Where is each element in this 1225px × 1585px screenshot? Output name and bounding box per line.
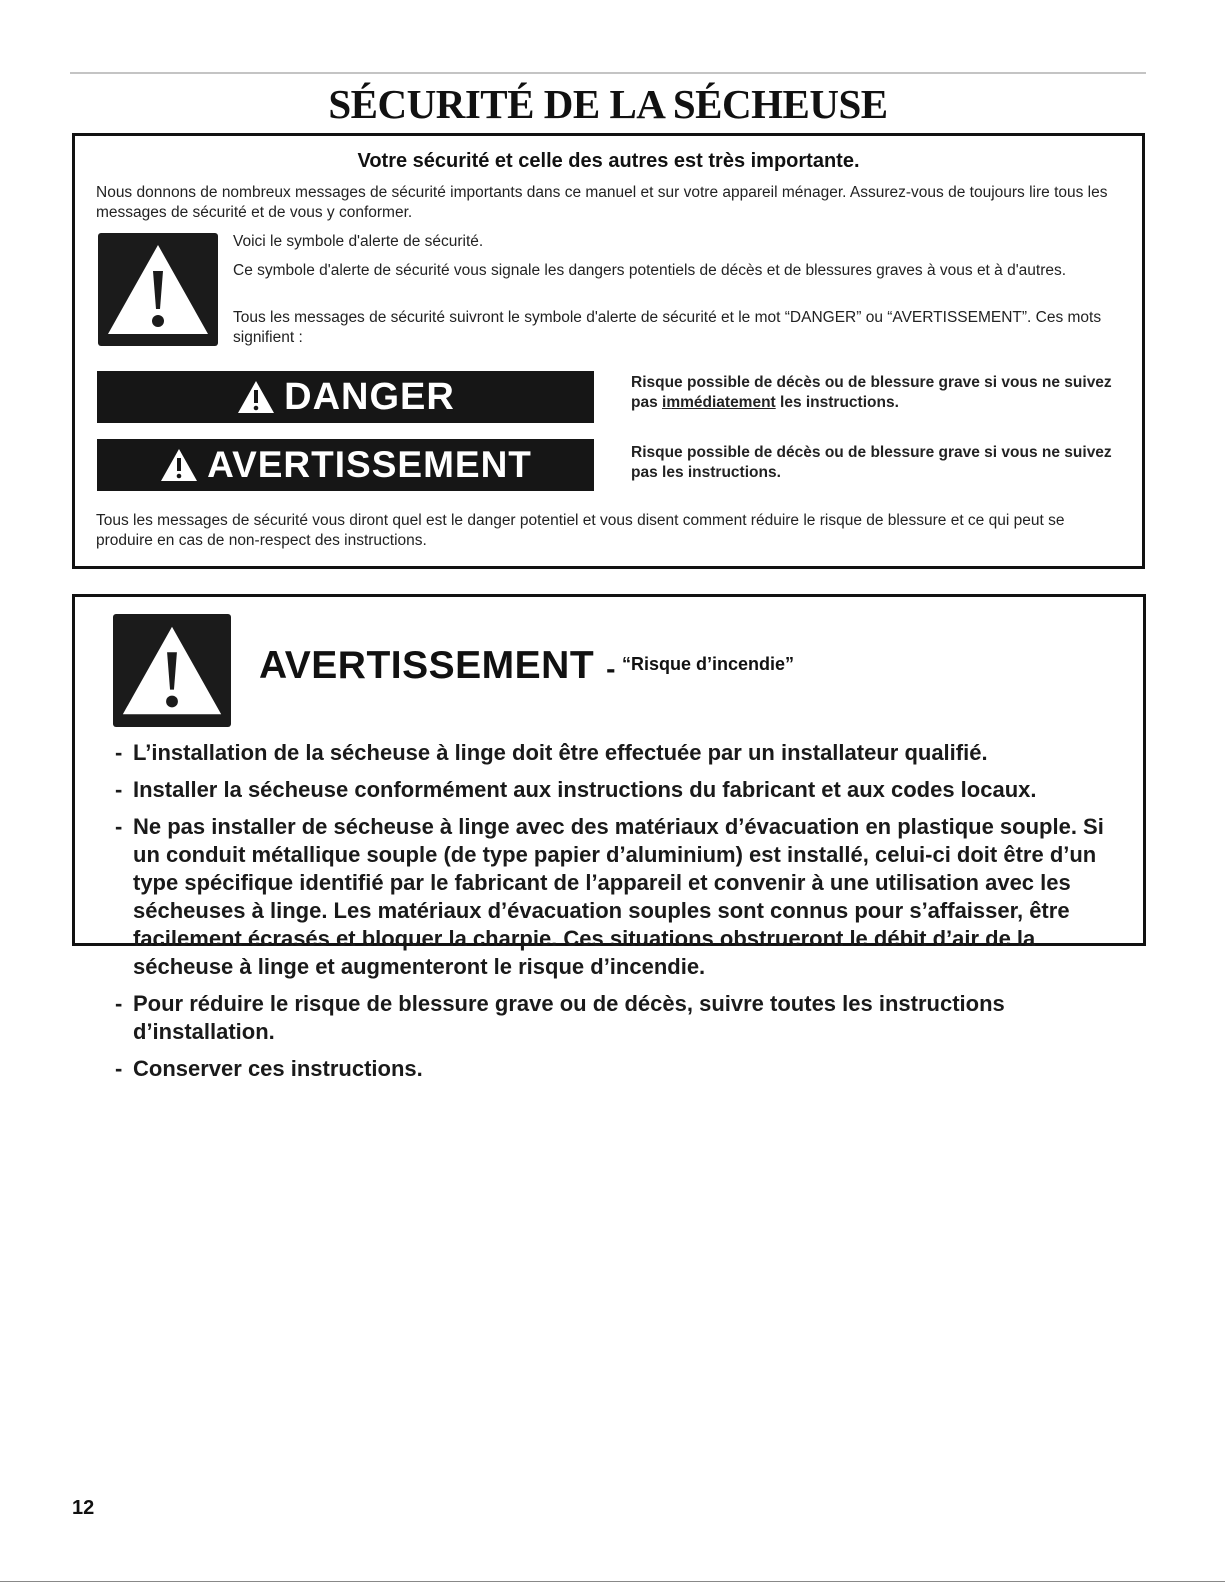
warning-definition: Risque possible de décès ou de blessure grave si vous ne suivez pas les instructions. [631, 444, 1112, 481]
warning-triangle-icon [159, 447, 199, 483]
list-item: - Conserver ces instructions. [115, 1055, 1135, 1083]
page-title: SÉCURITÉ DE LA SÉCHEUSE [328, 81, 888, 127]
danger-def-end: les instructions. [775, 394, 899, 411]
danger-def-emphasis: immédiatement [662, 394, 776, 411]
fire-warning-list [115, 739, 1135, 1092]
symbol-line-3: Tous les messages de sécurité suivront le symbole d'alerte de sécurité et le mot “DANGER” ou “AVERTISSEMENT”. Ces mots signifient : [233, 309, 1102, 346]
symbol-line-1: Voici le symbole d'alerte de sécurité. [233, 233, 484, 250]
danger-banner [97, 371, 594, 423]
list-item: - Ne pas installer de sécheuse à linge avec des matériaux d’évacuation en plastique souple. Si un conduit métallique souple (de type papier d’aluminium) est installé, celui-ci doit être d’un type spécifique identifié par le fabricant de l’appareil et convenir à une utilisation avec les sécheuses à linge. Les matériaux d’évacuation souples sont connus pour s’affaisser, être facilement écrasés et bloquer la charpie. Ces situations obstrueront le débit d’air de la sécheuse à linge et augmenteront le risque d’incendie. [115, 813, 1135, 981]
danger-label: DANGER [284, 375, 455, 418]
list-item: - L’installation de la sécheuse à linge doit être effectuée par un installateur qualifié. [115, 739, 1135, 767]
bottom-rule [0, 1581, 1225, 1582]
safety-alert-symbol-icon [113, 614, 231, 727]
safety-alert-symbol-icon [98, 233, 218, 346]
list-item: - Pour réduire le risque de blessure grave ou de décès, suivre toutes les instructions d’installation. [115, 990, 1135, 1046]
warning-banner [97, 439, 594, 491]
danger-definition [631, 373, 1131, 413]
warning-triangle-icon [236, 379, 276, 415]
outro-paragraph: Tous les messages de sécurité vous diront quel est le danger potentiel et vous disent comment réduire le risque de blessure et ce qui peut se produire en cas de non-respect des instructions. [96, 512, 1065, 549]
danger-def-start: Risque possible de décès ou de blessure grave si vous ne suivez pas [631, 374, 1112, 411]
fire-warning-box [72, 594, 1146, 1081]
intro-heading: Votre sécurité et celle des autres est très importante. [357, 150, 860, 172]
safety-info-box [72, 133, 1145, 569]
page-number: 12 [72, 1497, 95, 1519]
warning-label: AVERTISSEMENT [207, 444, 532, 485]
title-separator: - [606, 653, 616, 684]
fire-warning-subtitle: “Risque d’incendie” [621, 654, 795, 674]
symbol-line-2: Ce symbole d'alerte de sécurité vous signale les dangers potentiels de décès et de blessures graves à vous et à d'autres. [233, 262, 1067, 279]
top-rule [70, 72, 1146, 74]
intro-paragraph: Nous donnons de nombreux messages de sécurité importants dans ce manuel et sur votre appareil ménager. Assurez-vous de toujours lire tous les messages de sécurité et de vous y conformer. [96, 184, 1108, 221]
fire-warning-word: AVERTISSEMENT [259, 644, 595, 687]
list-item: - Installer la sécheuse conformément aux instructions du fabricant et aux codes locaux. [115, 776, 1135, 804]
fire-warning-title [259, 644, 794, 688]
